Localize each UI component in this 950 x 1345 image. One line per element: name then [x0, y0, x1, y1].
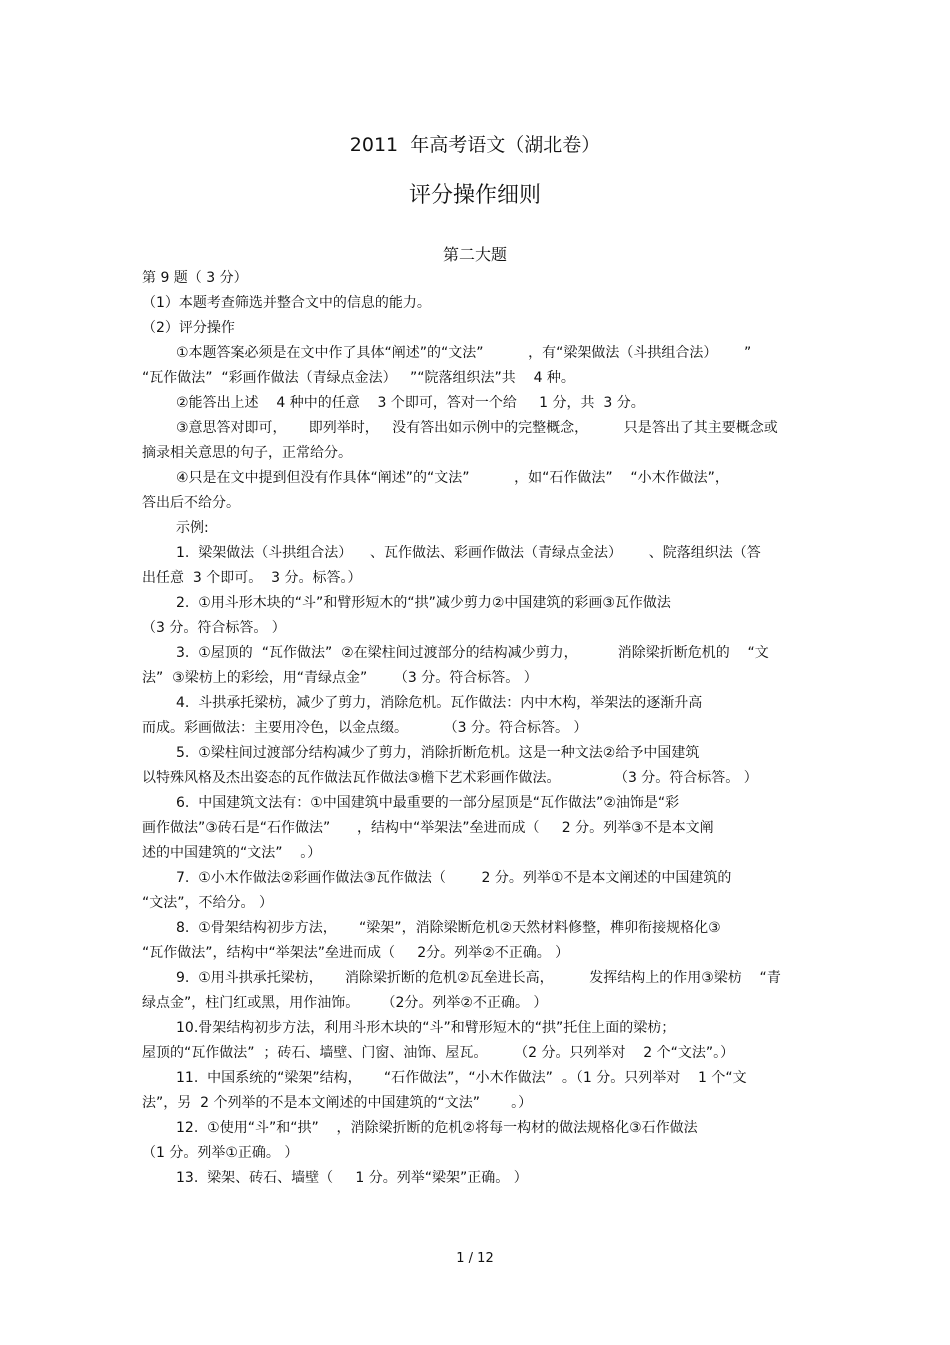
- example-line: （3 分。符合标答。 ）: [142, 620, 286, 636]
- example-line: 出任意 3 个即可。 3 分。标答。）: [142, 570, 362, 586]
- example-line: 以特殊风格及杰出姿态的瓦作做法瓦作做法③檐下艺术彩画作做法。 （3 分。符合标答。 ）: [142, 770, 758, 786]
- example-line: （1 分。列举①正确。 ）: [142, 1145, 299, 1161]
- example-line: 1. 梁架做法（斗拱组合法） 、瓦作做法、彩画作做法（青绿点金法） 、院落组织法（答: [176, 545, 761, 561]
- example-line: 12. ①使用“斗”和“拱” ，消除梁折断的危机②将每一构材的做法规格化③石作做法: [176, 1120, 698, 1136]
- document-title: 2011 年高考语文（湖北卷）: [349, 134, 601, 156]
- example-line: 7. ①小木作做法②彩画作做法③瓦作做法（ 2 分。列举①不是本文阐述的中国建筑的: [176, 870, 732, 886]
- example-line: “瓦作做法”，结构中“举架法”垒进而成（ 2分。列举②不正确。 ）: [142, 945, 570, 961]
- example-line: 11. 中国系统的“梁架”结构， “石作做法”，“小木作做法” 。（1 分。只列举对 1 个“文: [176, 1070, 747, 1086]
- text-line: （2）评分操作: [142, 320, 235, 336]
- example-line: 2. ①用斗形木块的“斗”和臂形短木的“拱”减少剪力②中国建筑的彩画③瓦作做法: [176, 595, 671, 611]
- example-line: 而成。彩画做法：主要用冷色，以金点缀。 （3 分。符合标答。 ）: [142, 720, 588, 736]
- example-line: 8. ①骨架结构初步方法， “梁架”，消除梁断危机②天然材料修整，榫卯衔接规格化③: [176, 920, 721, 936]
- example-line: 9. ①用斗拱承托梁枋， 消除梁折断的危机②瓦垒进长高， 发挥结构上的作用③梁枋 “青: [176, 970, 781, 986]
- text-line: “瓦作做法” “彩画作做法（青绿点金法） ”“院落组织法”共 4 种。: [142, 370, 575, 386]
- example-line: 绿点金”，柱门红或黑，用作油饰。 （2分。列举②不正确。 ）: [142, 995, 548, 1011]
- example-line: “文法”，不给分。 ）: [142, 895, 273, 911]
- question-heading: 第 9 题（ 3 分）: [142, 270, 248, 286]
- example-line: 屋顶的“瓦作做法” ；砖石、墙壁、门窗、油饰、屋瓦。 （2 分。只列举对 2 个“文法”。）: [142, 1045, 735, 1061]
- example-line: 6. 中国建筑文法有：①中国建筑中最重要的一部分屋顶是“瓦作做法”②油饰是“彩: [176, 795, 680, 811]
- example-line: 法” ③梁枋上的彩绘，用“青绿点金” （3 分。符合标答。 ）: [142, 670, 538, 686]
- page-number: 1 / 12: [456, 1251, 494, 1266]
- text-line: ①本题答案必须是在文中作了具体“阐述”的“文法” ，有“梁架做法（斗拱组合法） ”: [176, 345, 752, 361]
- text-line: ④只是在文中提到但没有作具体“阐述”的“文法” ，如“石作做法” “小木作做法”，: [176, 470, 729, 486]
- example-line: 5. ①梁柱间过渡部分结构减少了剪力，消除折断危机。这是一种文法②给予中国建筑: [176, 745, 700, 761]
- text-line: 示例:: [176, 520, 209, 536]
- example-line: 4. 斗拱承托梁枋，减少了剪力，消除危机。瓦作做法：内中木构，举架法的逐渐升高: [176, 695, 703, 711]
- example-line: 画作做法”③砖石是“石作做法” ，结构中“举架法”垒进而成（ 2 分。列举③不是本文阐: [142, 820, 714, 836]
- text-line: 摘录相关意思的句子，正常给分。: [142, 445, 352, 461]
- text-line: ②能答出上述 4 种中的任意 3 个即可，答对一个给 1 分，共 3 分。: [176, 395, 645, 411]
- example-line: 3. ①屋顶的 “瓦作做法” ②在梁柱间过渡部分的结构减少剪力， 消除梁折断危机的 “文: [176, 645, 769, 661]
- text-line: 答出后不给分。: [142, 495, 240, 511]
- section-heading: 第二大题: [442, 245, 507, 264]
- example-line: 13. 梁架、砖石、墙壁（ 1 分。列举“梁架”正确。 ）: [176, 1170, 528, 1186]
- example-line: 10.骨架结构初步方法，利用斗形木块的“斗”和臂形短木的“拱”托住上面的梁枋；: [176, 1020, 676, 1036]
- example-line: 述的中国建筑的“文法” 。）: [142, 845, 322, 861]
- text-line: ③意思答对即可， 即列举时， 没有答出如示例中的完整概念， 只是答出了其主要概念或: [176, 420, 778, 436]
- document-subtitle: 评分操作细则: [408, 183, 541, 208]
- text-line: （1）本题考查筛选并整合文中的信息的能力。: [142, 295, 431, 311]
- example-line: 法”，另 2 个列举的不是本文阐述的中国建筑的“文法” 。）: [142, 1095, 533, 1111]
